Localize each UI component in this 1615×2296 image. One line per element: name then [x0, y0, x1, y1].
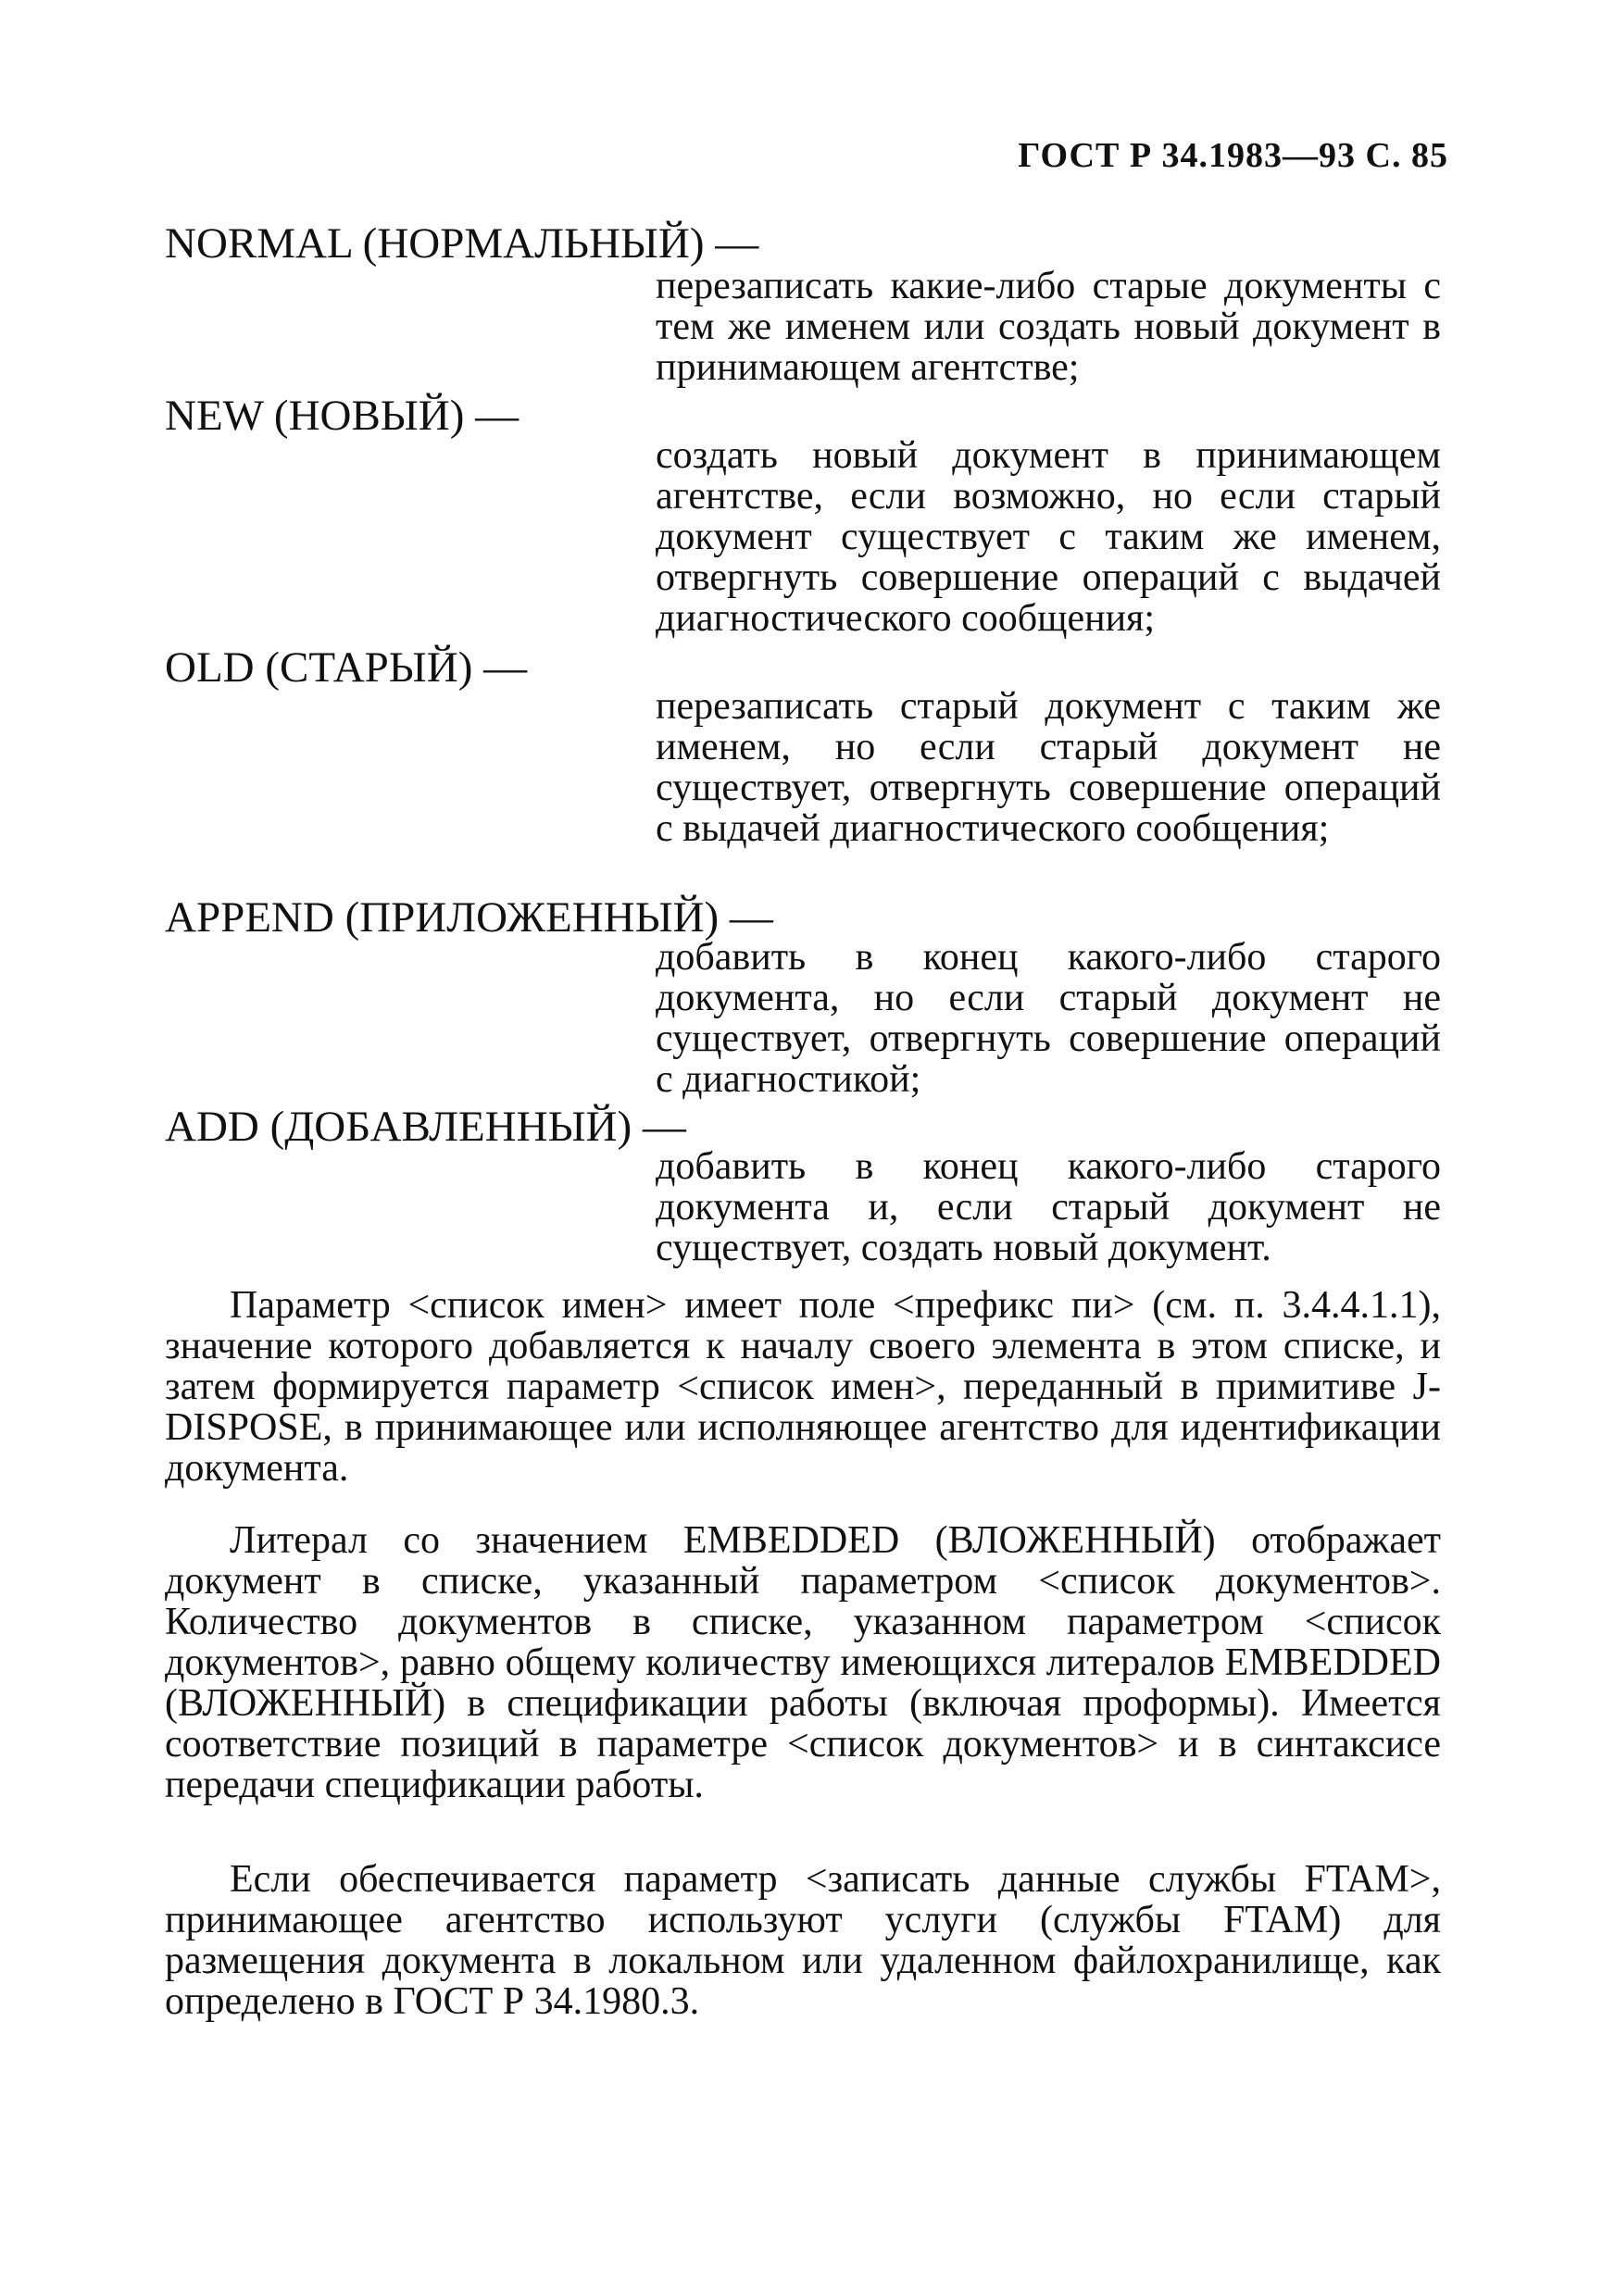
definition-add: добавить в конец какого-либо старого документа и, если старый документ не существует, создать новый документ. — [656, 1145, 1441, 1269]
term-normal: NORMAL (НОРМАЛЬНЫЙ) — — [165, 219, 759, 268]
term-append: APPEND (ПРИЛОЖЕННЫЙ) — — [165, 893, 773, 942]
term-new: NEW (НОВЫЙ) — — [165, 392, 520, 440]
definition-normal: перезаписать какие-либо старые документы с тем же именем или создать новый документ в принимающем агентстве; — [656, 265, 1441, 389]
term-old: OLD (СТАРЫЙ) — — [165, 643, 528, 692]
definition-old: перезаписать старый документ с таким же именем, но если старый документ не существует, отвергнуть совершение операций с выдачей диагностического сообщения; — [656, 685, 1441, 850]
paragraph-embedded-literal: Литерал со значением EMBEDDED (ВЛОЖЕННЫЙ) отображает документ в списке, указанный параметром <список документов>. Количество документов в списке, указанном параметром <список документов>, равно общему количеству имеющихся литералов EMBEDDED (ВЛОЖЕННЫЙ) в спецификации работы (включая проформы). Имеется соответствие позиций в параметре <список документов> и в синтаксисе передачи спецификации работы. — [165, 1519, 1441, 1806]
definition-new: создать новый документ в принимающем агентстве, если возможно, но если старый документ существует с таким же именем, отвергнуть совершение операций с выдачей диагностического сообщения; — [656, 434, 1441, 640]
term-add: ADD (ДОБАВЛЕННЫЙ) — — [165, 1103, 686, 1151]
definition-append: добавить в конец какого-либо старого документа, но если старый документ не существует, отвергнуть совершение операций с диагностикой; — [656, 936, 1441, 1101]
paragraph-ftam: Если обеспечивается параметр <записать данные службы FTAM>, принимающее агентство используют услуги (службы FTAM) для размещения документа в локальном или удаленном файлохранилище, как определено в ГОСТ Р 34.1980.3. — [165, 1858, 1441, 2023]
running-header: ГОСТ Р 34.1983—93 С. 85 — [1018, 136, 1448, 175]
paragraph-list-names: Параметр <список имен> имеет поле <префикс пи> (см. п. 3.4.4.1.1), значение которого добавляется к началу своего элемента в этом списке, и затем формируется параметр <список имен>, переданный в примитиве J-DISPOSE, в принимающее или исполняющее агентство для идентификации документа. — [165, 1284, 1441, 1490]
